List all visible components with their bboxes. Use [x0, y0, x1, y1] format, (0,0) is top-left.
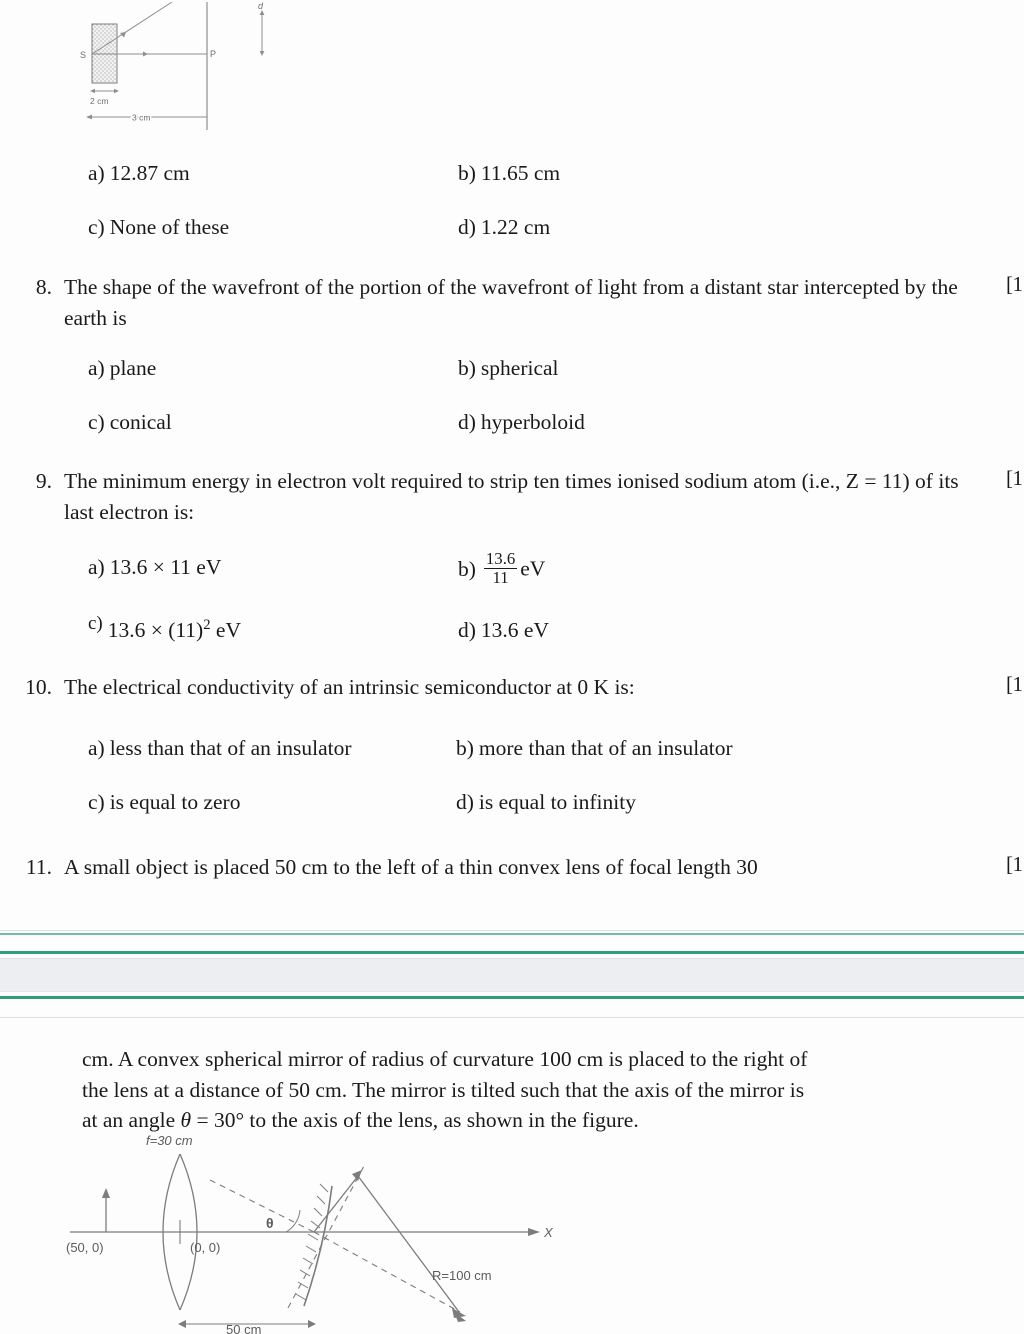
continuation-line-2: the lens at a distance of 50 cm. The mirror is tilted such that the axis of the mirror is: [82, 1077, 805, 1102]
figure-label-width: 2 cm: [90, 96, 109, 106]
option-row: [88, 214, 828, 242]
option-d[interactable]: [456, 789, 888, 817]
option-d-text: hyperboloid: [480, 409, 585, 434]
green-rule-2: [0, 951, 1024, 954]
figure-label-object-coord: (50, 0): [66, 1240, 104, 1255]
marks-q8: [1: [1006, 272, 1023, 296]
figure-label-radius: R=100 cm: [432, 1268, 492, 1283]
distance-arrow-left: [86, 115, 92, 120]
question-8: [18, 272, 968, 333]
convex-mirror-surface: [304, 1186, 332, 1306]
option-c-exponent: 2: [203, 617, 211, 634]
axis-arrow-head: [528, 1228, 540, 1236]
incident-ray-dashed: [210, 1180, 314, 1232]
continuation-line-3-post: = 30° to the axis of the lens, as shown in the figure.: [191, 1108, 639, 1133]
fraction-denominator: 11: [492, 567, 509, 587]
option-c[interactable]: [88, 789, 456, 817]
option-d-text: is equal to infinity: [478, 789, 636, 814]
option-row: [88, 735, 888, 763]
lens-mirror-svg: [62, 1128, 582, 1334]
mirror-axis-dashed: [288, 1166, 364, 1308]
d-arrow-bottom: [260, 51, 265, 56]
option-a-text: plane: [109, 356, 157, 380]
option-b-unit: eV: [520, 556, 546, 581]
option-b[interactable]: [456, 735, 888, 763]
object-arrow-head: [102, 1188, 110, 1198]
option-c-text: is equal to zero: [109, 789, 241, 814]
question-8-options: [88, 355, 828, 437]
width-arrow-left: [90, 89, 95, 93]
option-row: [88, 409, 828, 437]
option-row: [88, 789, 888, 817]
figure-label-lens-coord: (0, 0): [190, 1240, 221, 1255]
option-a[interactable]: [88, 554, 458, 582]
option-c[interactable]: [88, 409, 458, 437]
option-c-key: c): [88, 789, 105, 814]
slit-screen-figure: [62, 2, 322, 134]
question-8-number: 8.: [35, 275, 52, 299]
option-row: [88, 355, 828, 383]
option-b[interactable]: [458, 355, 828, 383]
faint-rule-bottom: [0, 1017, 1024, 1018]
lens-mirror-figure: [62, 1128, 582, 1334]
question-11-text: A small object is placed 50 cm to the left of a thin convex lens of focal length 30: [64, 855, 758, 879]
option-b[interactable]: [458, 160, 828, 188]
faint-rule-top: [0, 930, 1024, 931]
figure-label-point: P: [210, 49, 217, 59]
question-9-text: The minimum energy in electron volt required to strip ten times ionised sodium atom (i.e., Z = 11) of its last electron is:: [64, 469, 959, 524]
option-a[interactable]: [88, 160, 458, 188]
option-b-key: b): [456, 736, 474, 760]
option-c-text: 13.6 × (11): [107, 618, 204, 643]
option-d[interactable]: [458, 214, 828, 242]
option-b[interactable]: [458, 550, 828, 586]
separation-arrow-right: [308, 1320, 316, 1328]
question-9: [18, 466, 968, 527]
theta-symbol: θ: [180, 1108, 192, 1133]
radius-line: [358, 1176, 462, 1316]
question-7-options: [88, 160, 828, 242]
question-10: [18, 672, 968, 703]
figure-label-axis: X: [544, 1225, 553, 1240]
figure-label-distance: 3 cm: [132, 112, 151, 123]
slit-screen-svg: [62, 2, 322, 134]
gray-gap-band: [0, 958, 1024, 992]
fraction-13-6-over-11: [484, 550, 517, 586]
option-a-key: a): [88, 736, 105, 760]
option-row: [88, 612, 828, 645]
option-d[interactable]: [458, 409, 828, 437]
green-rule-3: [0, 996, 1024, 999]
question-8-text: The shape of the wavefront of the portion of the wavefront of light from a distant star intercepted by the earth is: [64, 275, 958, 330]
continuation-line-3-pre: at an angle: [82, 1108, 181, 1133]
ray-arrow-mid: [143, 52, 148, 57]
question-9-number: 9.: [35, 469, 52, 493]
fraction-numerator: 13.6: [485, 549, 516, 568]
option-a[interactable]: [88, 355, 458, 383]
marks-q10: [1: [1006, 672, 1023, 696]
option-d-key: d): [458, 214, 476, 239]
option-b-text: 11.65 cm: [480, 161, 561, 185]
option-c-key: c): [88, 409, 105, 434]
question-10-options: [88, 735, 888, 817]
option-d-key: d): [458, 409, 476, 434]
option-b-key: b): [458, 161, 476, 185]
separation-arrow-left: [178, 1320, 186, 1328]
figure-label-d: d: [258, 2, 264, 11]
figure-label-theta: θ: [266, 1215, 274, 1231]
option-a-key: a): [88, 161, 105, 185]
question-11-continuation: [82, 1044, 1002, 1136]
option-c-key: c): [88, 214, 105, 239]
option-a-key: a): [88, 555, 105, 580]
option-b-text: more than that of an insulator: [478, 736, 733, 760]
option-b-text: spherical: [480, 356, 559, 380]
option-row: [88, 550, 828, 586]
option-a-text: 12.87 cm: [109, 161, 190, 185]
option-c[interactable]: [88, 612, 458, 645]
option-d-key: d): [458, 618, 476, 643]
question-10-number: 10.: [25, 675, 52, 699]
question-11: [18, 852, 968, 883]
continuation-line-1: cm. A convex spherical mirror of radius of curvature 100 cm is placed to the right of: [82, 1047, 808, 1071]
option-a-text: less than that of an insulator: [109, 736, 352, 760]
option-a[interactable]: [88, 735, 456, 763]
option-c-key: c): [88, 613, 103, 635]
green-rule-1: [0, 933, 1024, 935]
question-10-text: The electrical conductivity of an intrinsic semiconductor at 0 K is:: [64, 675, 635, 699]
option-b-key: b): [458, 356, 476, 380]
option-d-text: 13.6 eV: [480, 618, 549, 643]
width-arrow-right: [114, 89, 119, 93]
question-9-options: [88, 550, 828, 645]
option-c[interactable]: [88, 214, 458, 242]
option-c-text: None of these: [109, 214, 230, 239]
marks-q11: [1: [1006, 852, 1023, 876]
figure-label-source: S: [80, 50, 87, 60]
option-c-unit: eV: [215, 618, 241, 643]
option-d-key: d): [456, 789, 474, 814]
figure-label-separation: 50 cm: [226, 1322, 262, 1334]
option-a-key: a): [88, 356, 105, 380]
option-c-text: conical: [109, 409, 172, 434]
marks-q9: [1: [1006, 466, 1023, 490]
option-row: [88, 160, 828, 188]
option-a-text: 13.6 × 11 eV: [109, 555, 222, 580]
figure-label-focal-length: f=30 cm: [146, 1133, 193, 1148]
option-b-key: b): [458, 556, 476, 581]
option-d[interactable]: [458, 617, 828, 645]
option-d-text: 1.22 cm: [480, 214, 551, 239]
question-11-number: 11.: [25, 855, 52, 879]
